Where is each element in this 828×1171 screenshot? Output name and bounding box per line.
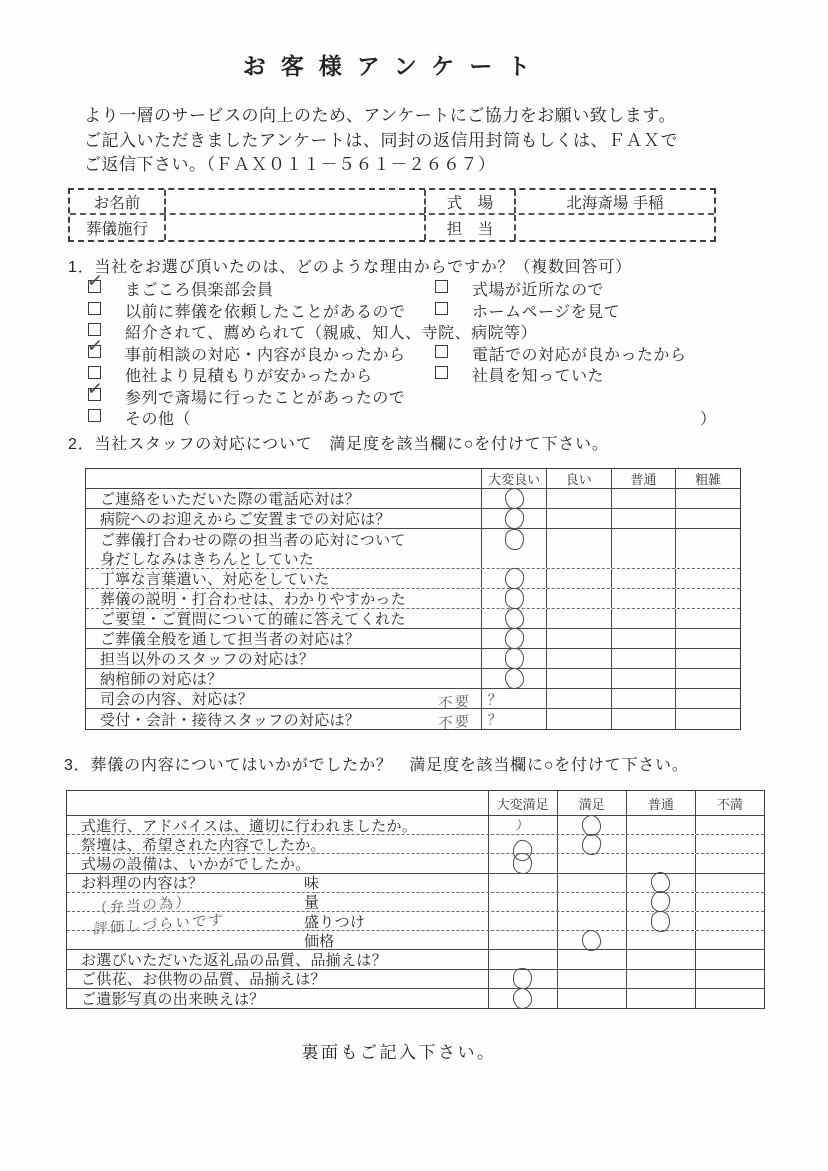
name-label: お名前 xyxy=(70,190,166,213)
rating-cell xyxy=(611,489,676,508)
survey-row xyxy=(86,569,740,589)
checkbox-box xyxy=(88,409,101,422)
q1-right-option xyxy=(435,299,620,322)
stray-pen-mark: ） xyxy=(513,818,531,836)
question-label: お選びいただいた返礼品の品質、品揃えは？ xyxy=(81,951,388,969)
survey-row xyxy=(67,816,764,835)
rating-cell xyxy=(675,549,740,568)
rating-cell xyxy=(488,854,557,872)
staff-label: 担 当 xyxy=(424,215,516,240)
rating-cell xyxy=(695,931,764,949)
rating-cell xyxy=(675,649,740,668)
rating-cell xyxy=(611,709,676,729)
rating-cell xyxy=(626,970,695,988)
rating-cell xyxy=(611,529,676,549)
question-label: 式場の設備は、いかがでしたか。 xyxy=(81,855,311,873)
survey-row xyxy=(86,689,740,713)
rating-cell xyxy=(611,629,676,648)
rating-cell xyxy=(675,489,740,508)
rating-cell xyxy=(557,950,626,968)
survey-row xyxy=(86,489,740,509)
rating-cell xyxy=(546,609,611,628)
checkbox-label: まごころ倶楽部会員 xyxy=(125,282,274,299)
info-table xyxy=(68,188,716,242)
rating-cell xyxy=(611,669,676,688)
question-sub-item: 価格 xyxy=(304,932,335,950)
rating-cell xyxy=(481,669,546,688)
checkbox-label: ホームページを見て xyxy=(472,303,621,321)
question-cell xyxy=(67,816,488,834)
checkbox-box xyxy=(435,345,448,358)
column-header-1: 良い xyxy=(546,469,611,488)
checkbox-label: 式場が近所なので xyxy=(472,282,605,299)
survey-row xyxy=(67,931,764,950)
question-cell xyxy=(86,709,505,733)
question-cell xyxy=(67,950,488,968)
rating-cell xyxy=(675,609,740,628)
survey-row xyxy=(86,549,740,569)
rating-cell xyxy=(546,649,611,668)
rating-cell xyxy=(557,854,626,872)
rating-cell xyxy=(481,569,546,588)
checkbox-label: 事前相談の対応・内容が良かったから xyxy=(125,346,406,364)
venue-label: 式 場 xyxy=(424,190,516,213)
q1-option-row xyxy=(0,320,828,342)
rating-cell xyxy=(611,609,676,628)
question-cell xyxy=(86,509,481,528)
rating-cell xyxy=(481,629,546,648)
question-cell xyxy=(86,689,505,713)
checkbox xyxy=(85,376,105,401)
rating-cell xyxy=(546,489,611,508)
rating-table-header xyxy=(67,791,764,816)
question-label: 丁寧な言葉遣い、対応をしていた xyxy=(100,571,330,588)
survey-row xyxy=(67,835,764,854)
intro-line-1: より一層のサービスの向上のため、アンケートにご協力をお願い致します。 xyxy=(84,106,676,125)
question-cell xyxy=(86,589,481,608)
rating-cell xyxy=(481,529,546,549)
question-cell xyxy=(86,549,481,568)
survey-row xyxy=(86,509,740,529)
rating-cell xyxy=(481,709,546,729)
survey-row xyxy=(86,649,740,669)
hand-drawn-circle xyxy=(503,507,525,531)
rating-cell xyxy=(546,569,611,588)
checkbox-label: 電話での対応が良かったから xyxy=(472,346,687,364)
hand-drawn-circle xyxy=(503,567,525,591)
question-label: ご葬儀打合わせの際の担当者の応対について xyxy=(100,531,406,549)
rating-cell xyxy=(488,950,557,968)
survey-row xyxy=(86,709,740,733)
rating-cell xyxy=(557,816,626,834)
question-label: ご遺影写真の出来映えは？ xyxy=(81,990,265,1008)
hand-drawn-circle xyxy=(503,607,524,630)
rating-cell xyxy=(481,509,546,528)
question-label: 祭壇は、希望された内容でしたか。 xyxy=(81,836,326,854)
intro-line-3: ご返信下さい。（ＦＡＸ０１１－５６１－２６６７） xyxy=(84,155,496,174)
hand-drawn-circle xyxy=(504,588,524,610)
rating-cell xyxy=(695,816,764,834)
handwritten-note: （弁当の為） xyxy=(92,894,193,918)
q1-right-option xyxy=(435,363,604,386)
rating-cell xyxy=(481,589,546,608)
rating-table-header xyxy=(86,469,740,489)
survey-row xyxy=(86,529,740,549)
survey-row xyxy=(86,589,740,609)
rating-cell xyxy=(546,509,611,528)
question-sub-item: 量 xyxy=(304,894,320,912)
rating-cell xyxy=(481,689,546,708)
checkbox-box xyxy=(435,280,448,293)
rating-cell xyxy=(695,854,764,872)
handwritten-note: 評価しづらいです xyxy=(92,912,226,938)
rating-cell xyxy=(695,874,764,892)
q1-left-option xyxy=(88,299,406,322)
rating-cell xyxy=(675,629,740,648)
rating-cell xyxy=(695,893,764,911)
question-label: 担当以外のスタッフの対応は？ xyxy=(100,651,315,668)
survey-row xyxy=(67,950,764,969)
question-label: ご葬儀全般を通して担当者の対応は？ xyxy=(100,631,361,648)
q1-option-row xyxy=(0,299,828,321)
hand-drawn-circle xyxy=(503,627,525,651)
rating-cell xyxy=(626,874,695,892)
q1-left-option xyxy=(88,363,373,386)
rating-cell xyxy=(626,989,695,1008)
question-cell xyxy=(67,874,488,892)
q1-left-option xyxy=(88,320,537,343)
question-label: ご連絡をいただいた際の電話応対は？ xyxy=(100,491,361,508)
checkbox xyxy=(85,333,105,358)
rating-cell xyxy=(675,569,740,588)
hand-drawn-circle xyxy=(581,832,603,856)
column-header-2: 普通 xyxy=(611,469,676,488)
check-mark: ✓ xyxy=(85,333,105,358)
rating-cell xyxy=(546,669,611,688)
hand-drawn-circle xyxy=(513,853,533,875)
footer-note: 裏面もご記入下さい。 xyxy=(301,1043,497,1062)
hand-drawn-circle xyxy=(503,667,524,690)
rating-cell xyxy=(481,549,546,568)
question-cell xyxy=(67,970,488,988)
hand-drawn-circle xyxy=(513,968,533,990)
rating-cell xyxy=(557,893,626,911)
rating-cell xyxy=(546,529,611,549)
checkbox-label: 紹介されて、薦められて（親戚、知人、寺院、病院等） xyxy=(125,325,538,342)
survey-row xyxy=(67,912,764,938)
handwritten-note: 不要 ？ xyxy=(437,711,505,733)
q2-heading: 2．当社スタッフの対応について 満足度を該当欄に○を付けて下さい。 xyxy=(68,436,609,453)
rating-cell xyxy=(695,835,764,853)
question-cell xyxy=(67,835,488,853)
rating-cell xyxy=(546,709,611,729)
rating-cell xyxy=(488,835,557,853)
rating-cell xyxy=(695,970,764,988)
q1-option-row xyxy=(0,406,828,428)
intro-text xyxy=(84,104,678,178)
question-label: ご供花、お供物の品質、品揃えは？ xyxy=(81,971,326,989)
survey-row xyxy=(67,893,764,918)
question-cell xyxy=(67,912,488,938)
checkbox-box xyxy=(435,302,448,315)
rating-cell xyxy=(546,589,611,608)
rating-cell xyxy=(675,689,740,708)
rating-cell xyxy=(481,609,546,628)
rating-cell xyxy=(675,509,740,528)
other-close-paren: ） xyxy=(700,411,717,428)
checkbox xyxy=(88,302,101,315)
rating-cell xyxy=(626,950,695,968)
rating-cell xyxy=(626,854,695,872)
survey-row xyxy=(86,669,740,689)
check-mark: ✓ xyxy=(85,269,105,293)
q1-right-option xyxy=(435,277,604,300)
q1-left-option xyxy=(88,406,191,429)
rating-cell xyxy=(675,529,740,549)
q1-right-option xyxy=(435,342,687,365)
q3-heading: 3．葬儀の内容についてはいかがでしたか？ 満足度を該当欄に○を付けて下さい。 xyxy=(64,757,689,774)
question-label: 司会の内容、対応は？ xyxy=(100,691,254,708)
question-label: お料理の内容は？ xyxy=(81,875,204,893)
rating-cell xyxy=(695,989,764,1008)
column-header-1: 満足 xyxy=(557,791,626,815)
question-cell xyxy=(86,529,481,549)
rating-cell xyxy=(481,649,546,668)
info-row-name xyxy=(70,190,714,215)
question-label: 受付・会計・接待スタッフの対応は？ xyxy=(100,711,361,729)
rating-cell xyxy=(488,874,557,892)
rating-cell xyxy=(488,893,557,911)
rating-cell xyxy=(695,950,764,968)
rating-cell xyxy=(488,912,557,930)
q1-left-option xyxy=(85,269,274,300)
hand-drawn-circle xyxy=(512,987,533,1010)
question-cell xyxy=(67,854,488,872)
checkbox-label: その他（ xyxy=(125,411,192,428)
header-question-cell xyxy=(86,469,481,488)
rating-cell xyxy=(626,816,695,834)
rating-cell xyxy=(611,549,676,568)
venue-value: 北海斎場 手稲 xyxy=(566,194,664,212)
question-label: 納棺師の対応は？ xyxy=(100,671,223,688)
rating-cell xyxy=(546,549,611,568)
survey-row xyxy=(86,609,740,629)
question-cell xyxy=(86,569,481,588)
page-title: お客様アンケート xyxy=(242,53,546,79)
rating-cell xyxy=(675,669,740,688)
checkbox xyxy=(88,409,101,422)
hand-drawn-circle xyxy=(503,487,524,510)
rating-cell xyxy=(557,912,626,930)
hand-drawn-circle xyxy=(504,648,524,670)
checkbox-box xyxy=(88,302,101,315)
rating-cell xyxy=(611,569,676,588)
q1-heading: 1．当社をお選び頂いたのは、どのような理由からですか？（複数回答可） xyxy=(68,259,632,276)
rating-cell xyxy=(611,649,676,668)
question-label: ご要望・ご質問について的確に答えてくれた xyxy=(100,611,406,628)
question-label: 葬儀の説明・打合わせは、わかりやすかった xyxy=(100,591,407,608)
checkbox xyxy=(85,269,105,293)
q1-left-option xyxy=(85,333,406,365)
check-mark: ✓ xyxy=(85,376,105,401)
rating-cell xyxy=(481,489,546,508)
hand-drawn-circle xyxy=(581,929,602,952)
column-header-3: 不満 xyxy=(695,791,764,815)
rating-cell xyxy=(626,835,695,853)
question-sub-item: 盛りつけ xyxy=(304,913,366,931)
question-cell xyxy=(86,489,481,508)
rating-cell xyxy=(557,835,626,853)
q1-option-row xyxy=(0,269,828,299)
checkbox xyxy=(435,302,448,315)
rating-cell xyxy=(557,931,626,949)
question-cell xyxy=(86,669,481,688)
rating-cell xyxy=(488,931,557,949)
rating-cell xyxy=(611,509,676,528)
intro-line-2: ご記入いただきましたアンケートは、同封の返信用封筒もしくは、ＦＡＸで xyxy=(84,130,678,150)
rating-cell xyxy=(675,589,740,608)
survey-row xyxy=(67,854,764,873)
rating-cell xyxy=(626,931,695,949)
checkbox-label: 以前に葬儀を依頼したことがあるので xyxy=(125,303,406,321)
checkbox-box xyxy=(435,366,448,379)
question-cell xyxy=(86,649,481,668)
name-value xyxy=(166,190,424,213)
column-header-0: 大変良い xyxy=(481,469,546,488)
question-cell xyxy=(86,629,481,648)
q1-options xyxy=(0,269,828,428)
checkbox-label: 参列で斎場に行ったことがあったので xyxy=(125,389,406,407)
question-label: 身だしなみはきちんとしていた xyxy=(100,551,315,568)
checkbox xyxy=(435,345,448,358)
funeral-value xyxy=(166,215,424,240)
q1-option-row xyxy=(0,363,828,385)
column-header-2: 普通 xyxy=(626,791,695,815)
rating-cell xyxy=(611,589,676,608)
question-cell xyxy=(67,989,488,1008)
rating-cell xyxy=(626,912,695,930)
hand-drawn-circle xyxy=(504,528,524,550)
checkbox-label: 社員を知っていた xyxy=(472,368,605,385)
funeral-label: 葬儀施行 xyxy=(70,215,166,240)
column-header-0: 大変満足 xyxy=(488,791,557,815)
rating-cell xyxy=(626,893,695,911)
q2-rating-table xyxy=(85,468,741,733)
question-label: 式進行、アドバイスは、適切に行われましたか。 xyxy=(81,817,418,835)
rating-cell xyxy=(675,709,740,729)
question-cell xyxy=(67,931,488,949)
rating-cell xyxy=(488,970,557,988)
question-label: 病院へのお迎えからご安置までの対応は？ xyxy=(100,511,391,528)
info-row-funeral xyxy=(70,215,714,240)
rating-cell xyxy=(546,689,611,708)
checkbox-label: 他社より見積もりが安かったから xyxy=(125,368,373,385)
survey-row xyxy=(67,970,764,989)
survey-row xyxy=(67,989,764,1008)
column-header-3: 粗雑 xyxy=(675,469,740,488)
question-cell xyxy=(86,609,481,628)
header-question-cell xyxy=(67,791,488,815)
handwritten-note: 不要 ？ xyxy=(437,691,505,713)
rating-cell xyxy=(557,874,626,892)
rating-cell xyxy=(546,629,611,648)
rating-cell xyxy=(488,989,557,1008)
checkbox xyxy=(435,280,448,293)
rating-cell xyxy=(611,689,676,708)
survey-row xyxy=(86,629,740,649)
rating-cell xyxy=(557,989,626,1008)
staff-value xyxy=(516,215,714,240)
checkbox xyxy=(435,366,448,379)
question-sub-item: 味 xyxy=(304,875,320,893)
rating-cell xyxy=(695,912,764,930)
question-cell xyxy=(67,893,488,918)
rating-cell xyxy=(488,816,557,834)
q3-rating-table xyxy=(66,790,765,1009)
hand-drawn-circle xyxy=(651,910,671,932)
rating-cell xyxy=(557,970,626,988)
